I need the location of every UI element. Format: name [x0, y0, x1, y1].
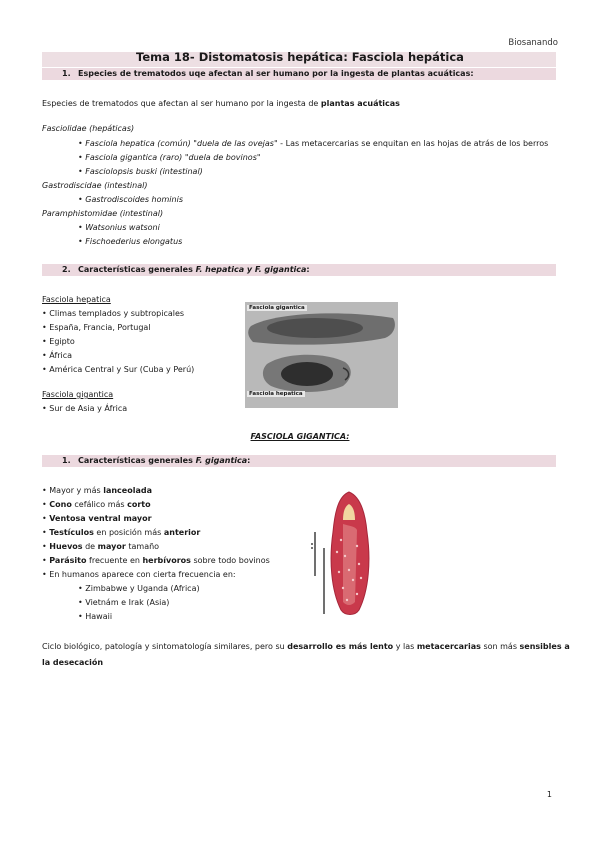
item-text: Watsonius watsoni: [85, 223, 160, 232]
item-text: En humanos aparece con cierta frecuencia en:: [49, 570, 236, 579]
item-text: sobre todo bovinos: [190, 556, 270, 565]
item-bold: anterior: [163, 528, 201, 537]
page-number: 1: [546, 790, 552, 799]
item-bold: Cono: [49, 500, 72, 509]
list-item: [42, 486, 152, 495]
list-item: [42, 365, 194, 374]
heading-text: Características generales: [78, 265, 196, 274]
brand-header: Biosanando: [508, 38, 558, 48]
item-text: Egipto: [49, 337, 75, 346]
item-text: Sur de Asia y África: [49, 404, 128, 413]
item-bold: Ventosa ventral mayor: [49, 514, 152, 523]
item-text: Vietnám e Irak (Asia): [85, 598, 170, 607]
heading-text: Características generales: [78, 456, 196, 465]
closing-paragraph-line1: [42, 642, 570, 651]
item-text: Climas templados y subtropicales: [49, 309, 185, 318]
item-text: Gastrodiscoides hominis: [85, 195, 183, 204]
item-text: América Central y Sur (Cuba y Perú): [49, 365, 195, 374]
list-item: [42, 514, 152, 523]
fasciola-comparison-photo: [245, 302, 398, 408]
closing-paragraph-line2: la desecación: [42, 658, 104, 667]
list-item: [42, 500, 151, 509]
gigantica-core: [267, 318, 363, 338]
hepatica-title: Fasciola hepatica: [42, 295, 111, 304]
hepatica-core: [281, 362, 333, 386]
family-paramphistomidae: Paramphistomidae (intestinal): [42, 209, 164, 218]
list-item: [42, 542, 159, 551]
closing-text: son más: [480, 642, 520, 651]
item-text: Fasciola gigantica (raro) "duela de bovinos": [85, 153, 261, 162]
item-bold: mayor: [97, 542, 126, 551]
section1-heading: Especies de trematodos uqe afectan al ser humano por la ingesta de plantas acuáticas:: [78, 69, 474, 78]
item-text: Fischoederius elongatus: [85, 237, 183, 246]
item-bold: Parásito: [49, 556, 87, 565]
item-rest: - Las metacercarias se enquitan en las hojas de atrás de los berros: [277, 139, 549, 148]
item-bold: Huevos: [49, 542, 83, 551]
item-italic: Fasciola hepatica (común) "duela de las ovejas": [85, 139, 278, 148]
list-item: [42, 404, 127, 413]
item-text: tamaño: [125, 542, 160, 551]
intro-text: Especies de trematodos que afectan al ser humano por la ingesta de: [42, 99, 321, 108]
item-text: Zimbabwe y Uganda (Africa): [85, 584, 200, 593]
item-text: África: [49, 351, 73, 360]
section3-number: 1.: [62, 456, 71, 465]
list-item: [78, 223, 160, 232]
list-item: [42, 351, 72, 360]
item-bold: Testículos: [49, 528, 94, 537]
list-item: [78, 139, 548, 148]
list-item: [78, 195, 183, 204]
sub-list-item: [78, 598, 169, 607]
item-text: España, Francia, Portugal: [49, 323, 151, 332]
item-text: Fasciolopsis buski (intestinal): [85, 167, 203, 176]
list-item: [42, 570, 236, 579]
item-bold: corto: [127, 500, 151, 509]
item-text: de: [82, 542, 98, 551]
worm-inner: [343, 524, 357, 605]
family-fasciolidae: Fasciolidae (hepáticas): [42, 124, 135, 133]
heading-suffix: :: [306, 265, 310, 274]
section1-number: 1.: [62, 69, 71, 78]
page-title: Tema 18- Distomatosis hepática: Fasciola hepática: [136, 50, 464, 64]
section1-intro: [42, 99, 400, 108]
heading-italic: F. gigantica: [195, 456, 248, 465]
pointer-dot: [311, 547, 313, 549]
heading-italic: F. hepatica y F. gigantica: [195, 265, 307, 274]
photo-label-gigantica: Fasciola gigantica: [249, 305, 305, 311]
list-item: [42, 323, 151, 332]
gigantica-title: Fasciola gigantica: [42, 390, 114, 399]
item-text: cefálico más: [71, 500, 128, 509]
list-item: [42, 556, 270, 565]
sub-list-item: [78, 584, 200, 593]
item-text: Mayor y más: [49, 486, 104, 495]
photo-label-hepatica: Fasciola hepatica: [249, 391, 303, 397]
list-item: [78, 237, 182, 246]
closing-text: y las: [393, 642, 417, 651]
list-item: [42, 309, 184, 318]
item-text: Hawaii: [85, 612, 113, 621]
closing-text: Ciclo biológico, patología y sintomatología similares, pero su: [42, 642, 288, 651]
gigantica-center-title: FASCIOLA GIGANTICA:: [250, 432, 350, 441]
fasciola-gigantica-illustration: [305, 490, 395, 620]
sub-list-item: [78, 612, 112, 621]
section2-number: 2.: [62, 265, 71, 274]
list-item: [78, 167, 203, 176]
closing-bold: sensibles a: [519, 642, 570, 651]
heading-suffix: :: [247, 456, 251, 465]
item-bold: herbívoros: [142, 556, 191, 565]
closing-bold: desarrollo es más lento: [287, 642, 394, 651]
list-item: [78, 153, 261, 162]
section3-heading: [78, 456, 250, 465]
list-item: [42, 528, 200, 537]
item-text: en posición más: [93, 528, 164, 537]
list-item: [42, 337, 75, 346]
item-bold: lanceolada: [103, 486, 152, 495]
intro-bold: plantas acuáticas: [320, 99, 400, 108]
section2-heading: [78, 265, 310, 274]
pointer-dot: [311, 543, 313, 545]
item-text: frecuente en: [86, 556, 143, 565]
family-gastrodiscidae: Gastrodiscidae (intestinal): [42, 181, 148, 190]
closing-bold: metacercarias: [416, 642, 481, 651]
